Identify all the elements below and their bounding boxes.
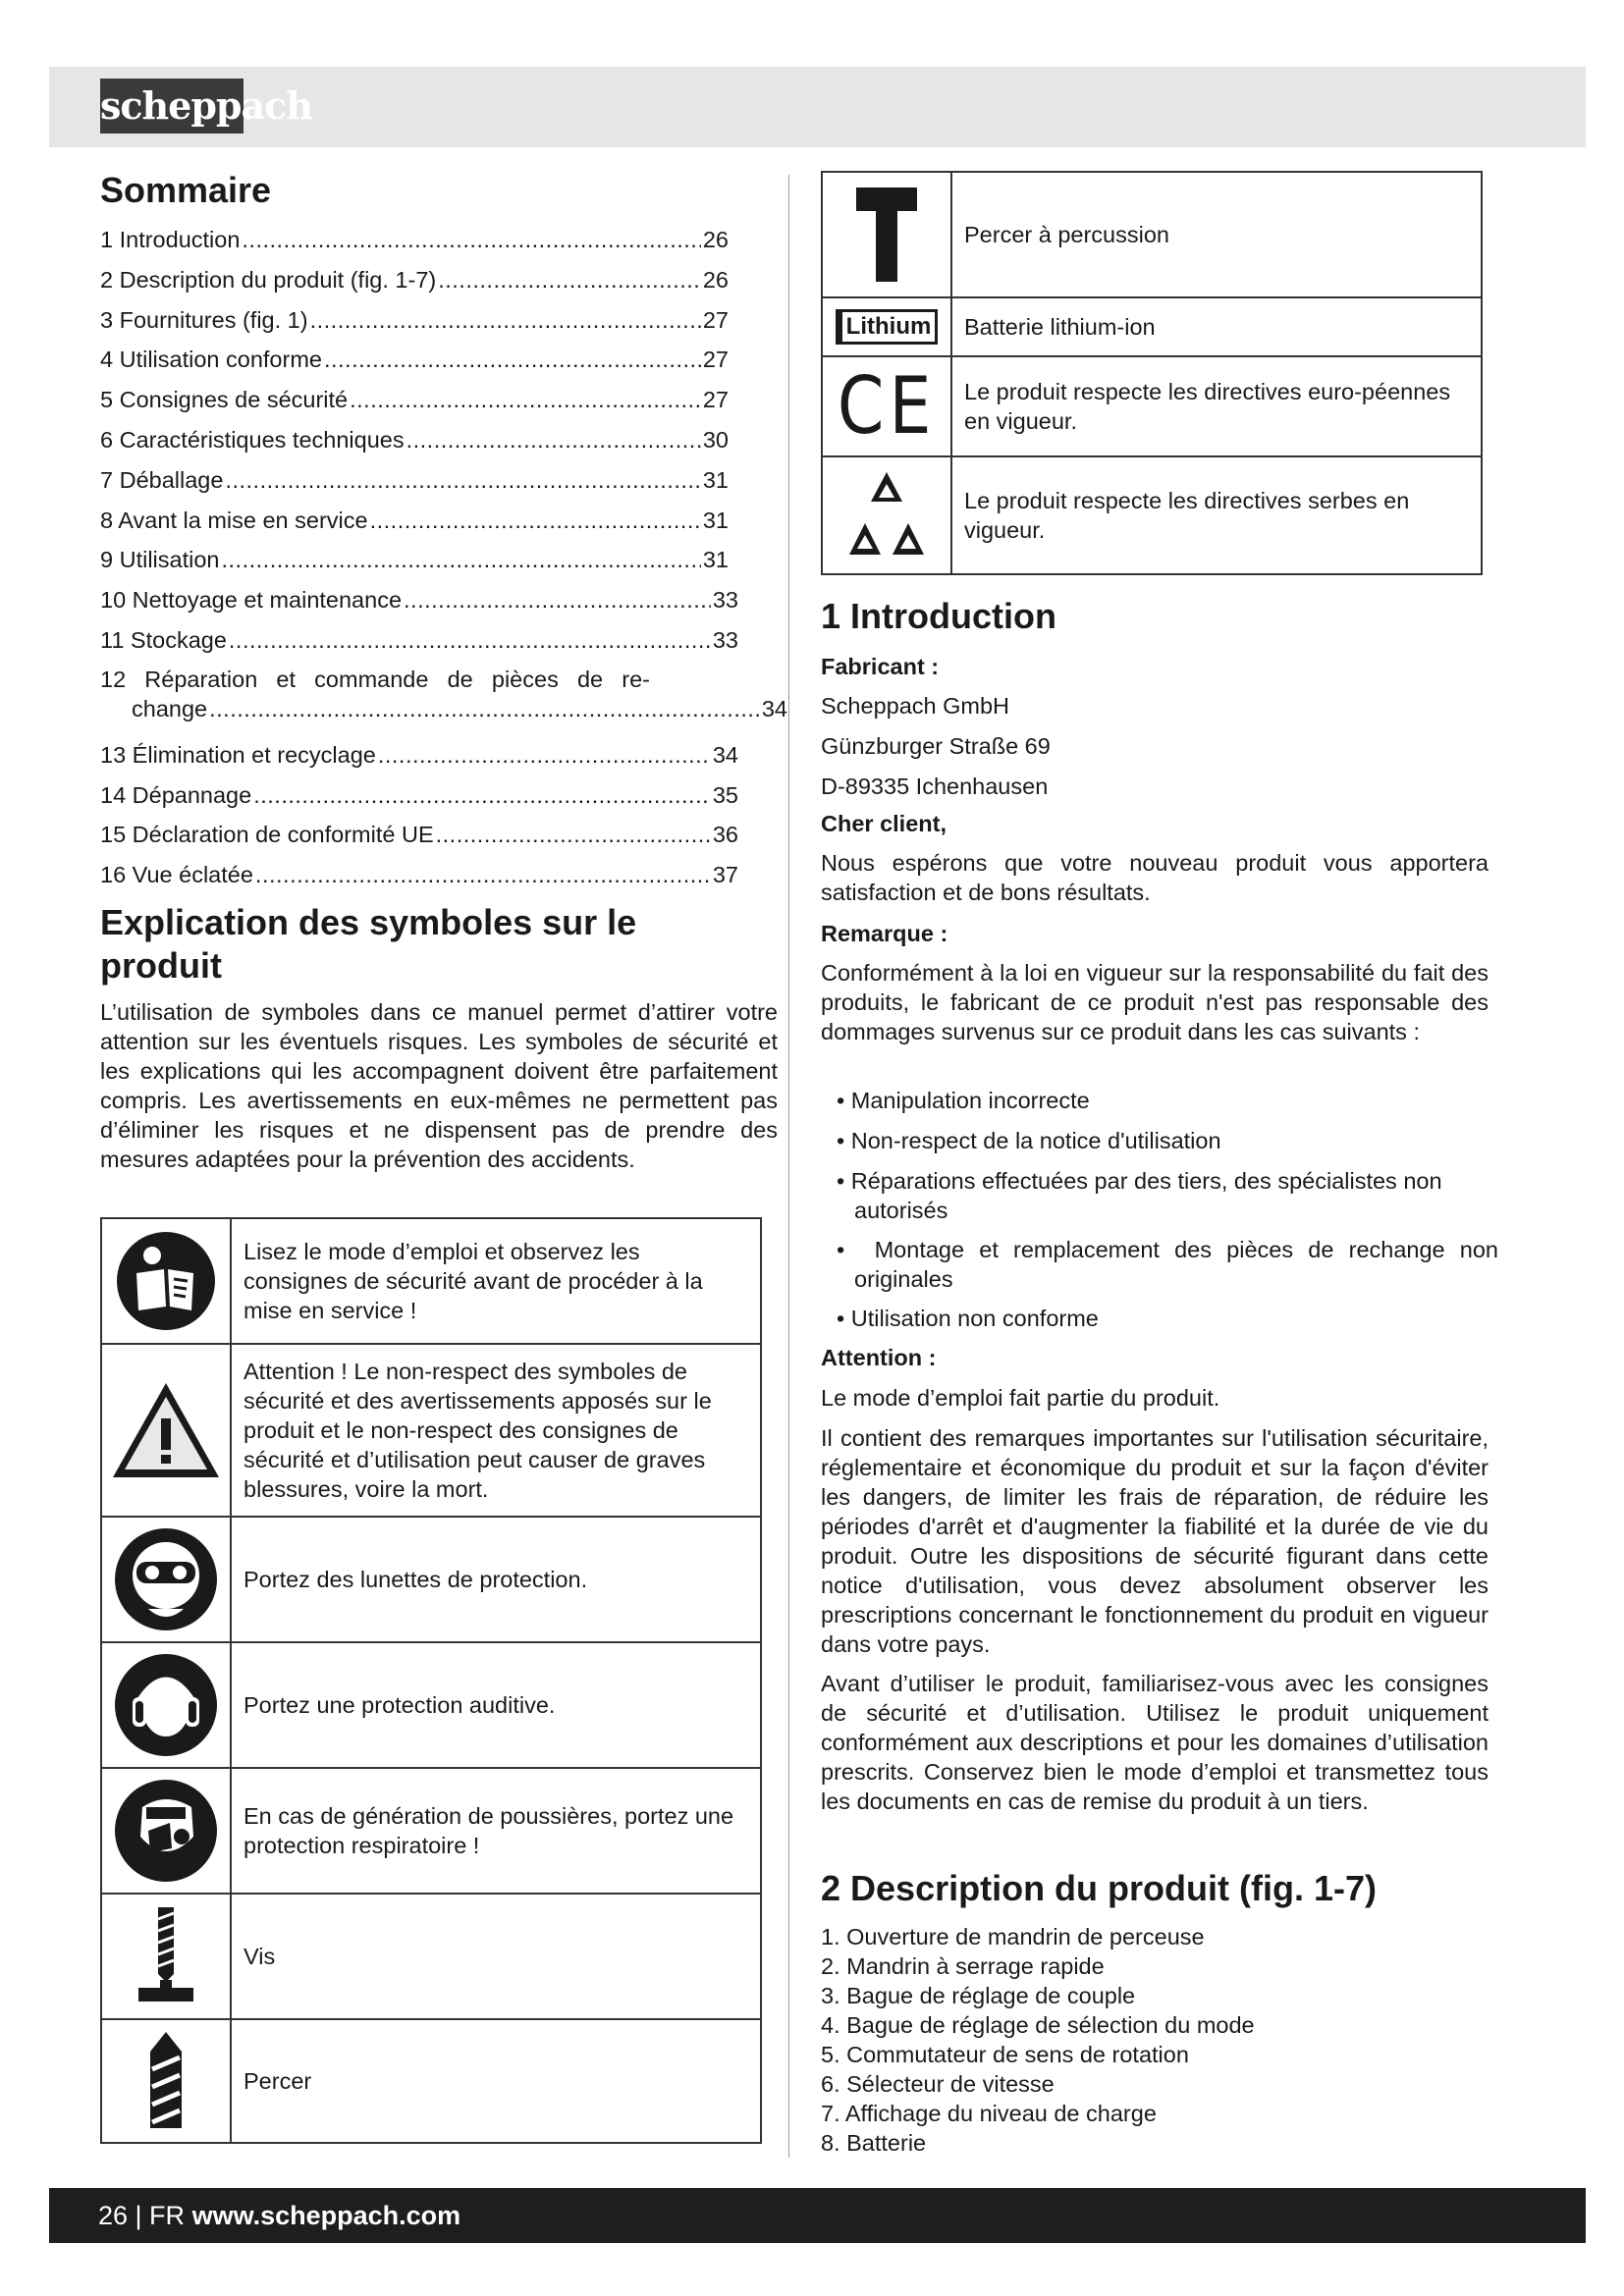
toc-entry[interactable]: 3 Fournitures (fig. 1) ..... 27 — [100, 300, 729, 341]
list-item: • Non-respect de la notice d'utilisation — [837, 1128, 1221, 1153]
read-manual-icon — [115, 1230, 217, 1332]
symbol-description: Portez une protection auditive. — [244, 1692, 556, 1718]
list-item: • Manipulation incorrecte — [837, 1088, 1090, 1113]
symbol-description: Vis — [244, 1944, 276, 1969]
attention-text-1: Le mode d’emploi fait partie du produit. — [821, 1385, 1220, 1411]
symbol-description: Portez des lunettes de protection. — [244, 1567, 588, 1592]
toc-entry[interactable]: 2 Description du produit (fig. 1-7) ..... 26 — [100, 260, 729, 300]
table-row — [102, 1643, 760, 1769]
page-footer — [49, 2188, 1586, 2243]
table-row — [823, 457, 1481, 575]
table-row — [102, 1219, 760, 1345]
list-item: 4. Bague de réglage de sélection du mode — [821, 2012, 1255, 2038]
attention-text-3: Avant d’utiliser le produit, familiarisez-vous avec les consignes de sécurité et d’utilisation. Utilisez le produit uniquement conformément aux descriptions et pour les domaines d’utilisation prescrits. Conservez bien le mode d’emploi et transmettez tous les documents en cas de remise du produit à un tiers. — [821, 1671, 1489, 1814]
page-number: 26 | FR — [98, 2201, 186, 2230]
table-of-contents — [100, 220, 787, 895]
list-item: 5. Commutateur de sens de rotation — [821, 2042, 1189, 2067]
symbols-table-continued — [821, 171, 1483, 575]
remark-text: Conformément à la loi en vigueur sur la responsabilité du fait des produits, le fabricant de ce produit n'est pas responsable des dommages survenus sur ce produit dans les cas suivants : — [821, 960, 1489, 1044]
ce-mark-icon: CE — [837, 360, 937, 452]
table-row — [102, 1769, 760, 1895]
brand-logo: scheppach — [100, 79, 244, 133]
toc-title: Sommaire — [100, 170, 272, 210]
page-header — [49, 67, 1586, 147]
parts-list — [821, 1922, 1508, 2158]
serbian-mark-icon — [847, 468, 926, 562]
manufacturer-name: Scheppach GmbH — [821, 693, 1010, 719]
table-row — [102, 2020, 760, 2144]
symbols-section-title: Explication des symboles sur le produit — [100, 902, 637, 986]
remark-label: Remarque : — [821, 921, 948, 946]
table-row — [102, 1895, 760, 2020]
safety-glasses-icon — [113, 1526, 219, 1632]
list-item: • Réparations effectuées par des tiers, des spécialistes non autorisés — [837, 1168, 1442, 1223]
warning-triangle-icon — [109, 1379, 223, 1481]
description-title: 2 Description du produit (fig. 1-7) — [821, 1868, 1377, 1908]
list-item: 3. Bague de réglage de couple — [821, 1983, 1136, 2008]
list-item: 6. Sélecteur de vitesse — [821, 2071, 1055, 2097]
symbol-description: Attention ! Le non-respect des symboles de sécurité et des avertissements apposés sur le produit et le non-respect des consignes de sécurité et d’utilisation peut causer de graves blessures, voire la mort. — [244, 1359, 712, 1502]
symbol-description: Lisez le mode d’emploi et observez les consignes de sécurité avant de procéder à la mise en service ! — [244, 1239, 703, 1323]
symbol-description: Le produit respecte les directives euro-péennes en vigueur. — [964, 379, 1451, 434]
toc-entry[interactable]: 7 Déballage ..... 31 — [100, 460, 729, 501]
attention-label: Attention : — [821, 1345, 937, 1370]
symbols-table — [100, 1217, 762, 2144]
symbols-intro: L’utilisation de symboles dans ce manuel permet d’attirer votre attention sur les éventuels risques. Les symboles de sécurité et les explications qui les accompagnent doivent être parfaitement compris. Les avertissements en eux-mêmes ne permettent pas d’éliminer les risques et ne dispensent pas de prendre des mesures adaptées pour la prévention des accidents. — [100, 999, 778, 1172]
greeting: Cher client, — [821, 811, 947, 836]
manufacturer-street: Günzburger Straße 69 — [821, 733, 1051, 759]
list-item: 2. Mandrin à serrage rapide — [821, 1953, 1105, 1979]
list-item: 8. Batterie — [821, 2130, 927, 2156]
screw-icon — [131, 1905, 201, 2007]
toc-entry[interactable]: 11 Stockage ..... 33 — [100, 620, 738, 661]
lithium-battery-icon: Lithium — [836, 309, 939, 345]
toc-entry[interactable]: 14 Dépannage ..... 35 — [100, 775, 738, 816]
toc-entry[interactable]: 12 Réparation et commande de pièces de re- change ..... 34 — [100, 661, 729, 735]
toc-entry[interactable]: 16 Vue éclatée ..... 37 — [100, 855, 738, 895]
toc-entry[interactable]: 13 Élimination et recyclage ..... 34 — [100, 735, 738, 775]
toc-entry[interactable]: 8 Avant la mise en service ..... 31 — [100, 501, 729, 541]
hammer-drill-icon — [852, 184, 921, 286]
list-item: 7. Affichage du niveau de charge — [821, 2101, 1157, 2126]
list-item: • Utilisation non conforme — [837, 1306, 1099, 1331]
symbol-description: Percer — [244, 2068, 312, 2094]
respirator-icon — [113, 1778, 219, 1884]
toc-entry[interactable]: 5 Consignes de sécurité ..... 27 — [100, 380, 729, 420]
symbol-description: Le produit respecte les directives serbes en vigueur. — [964, 488, 1410, 543]
symbol-description: En cas de génération de poussières, portez une protection respiratoire ! — [244, 1803, 734, 1858]
list-item: 1. Ouverture de mandrin de perceuse — [821, 1924, 1205, 1949]
manufacturer-city: D-89335 Ichenhausen — [821, 774, 1049, 799]
table-row — [823, 298, 1481, 357]
table-row — [102, 1518, 760, 1643]
toc-entry[interactable]: 4 Utilisation conforme ..... 27 — [100, 340, 729, 380]
column-divider — [788, 175, 789, 2158]
greeting-text: Nous espérons que votre nouveau produit vous apportera satisfaction et de bons résultats. — [821, 850, 1489, 905]
drill-bit-icon — [136, 2030, 195, 2132]
table-row — [823, 357, 1481, 457]
attention-text-2: Il contient des remarques importantes sur l'utilisation sécuritaire, réglementaire et économique du produit et sur la façon d'éviter les dangers, de limiter les frais de réparation, de réduire les périodes d'arrêt et d'augmenter la fiabilité et la durée de vie du produit. Outre les dispositions de sécurité figurant dans cette notice d'utilisation, vous devez absolument observer les prescriptions concernant le fonctionnement du produit en vigueur dans votre pays. — [821, 1425, 1489, 1657]
symbol-description: Percer à percussion — [964, 222, 1169, 247]
ear-protection-icon — [113, 1652, 219, 1758]
toc-entry[interactable]: 6 Caractéristiques techniques ..... 30 — [100, 420, 729, 460]
list-item: • Montage et remplacement des pièces de rechange non originales — [837, 1237, 1499, 1292]
toc-entry[interactable]: 9 Utilisation ..... 31 — [100, 540, 729, 580]
toc-entry[interactable]: 10 Nettoyage et maintenance ..... 33 — [100, 580, 738, 620]
toc-entry[interactable]: 1 Introduction ..... 26 — [100, 220, 729, 260]
table-row — [823, 173, 1481, 298]
website-link[interactable]: www.scheppach.com — [191, 2201, 461, 2230]
symbol-description: Batterie lithium-ion — [964, 314, 1156, 340]
table-row — [102, 1345, 760, 1518]
manufacturer-label: Fabricant : — [821, 654, 940, 679]
introduction-title: 1 Introduction — [821, 596, 1056, 636]
toc-entry[interactable]: 15 Déclaration de conformité UE ..... 36 — [100, 815, 738, 855]
